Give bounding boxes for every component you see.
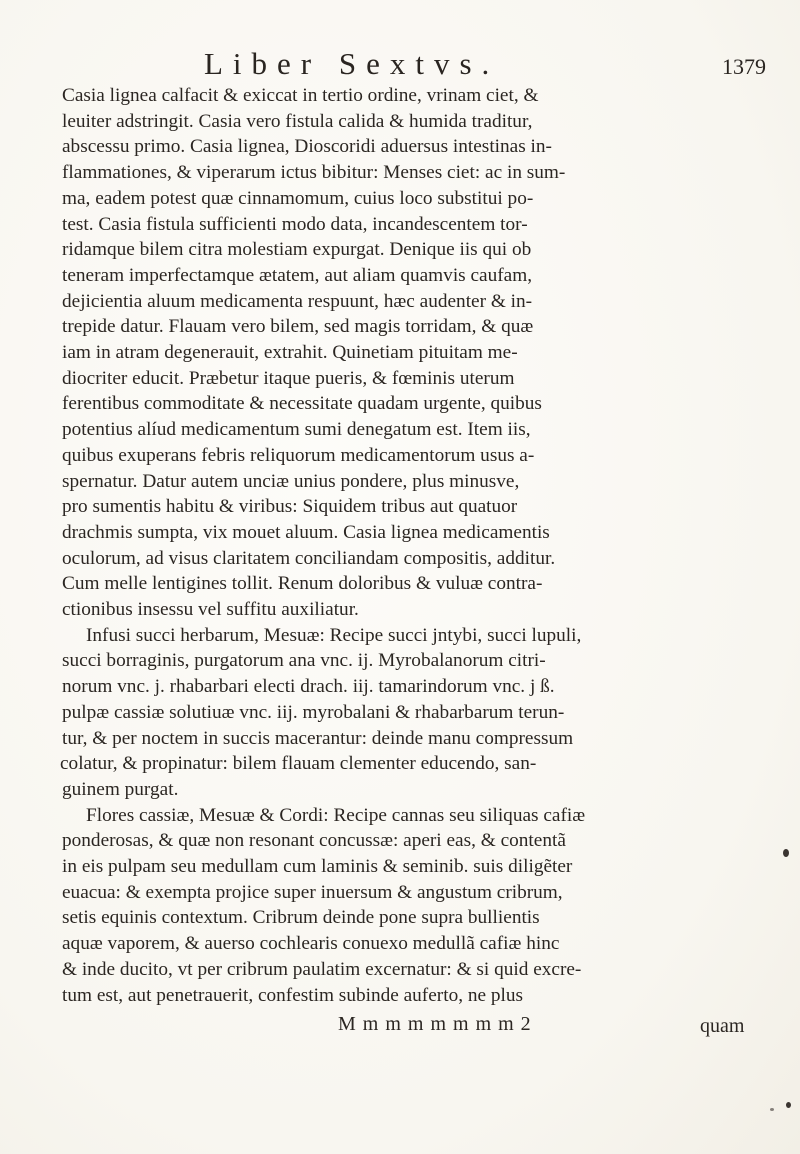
text-line: leuiter adstringit. Casia vero fistula calida & humida traditur, — [62, 110, 533, 132]
text-line: test. Casia fistula sufficienti modo data, incandescentem tor- — [62, 213, 528, 235]
text-line: abscessu primo. Casia lignea, Dioscoridi aduersus intestinas in- — [62, 136, 552, 158]
text-line: Casia lignea calfacit & exiccat in tertio ordine, vrinam ciet, & — [62, 85, 539, 106]
text-line: teneram imperfectamque ætatem, aut aliam quamvis caufam, — [62, 264, 533, 286]
text-line: pulpæ cassiæ solutiuæ vnc. iij. myrobalani & rhabarbarum terun- — [62, 701, 565, 723]
text-line: spernatur. Datur autem unciæ unius pondere, plus minusve, — [62, 470, 520, 492]
ink-spot — [786, 1102, 791, 1108]
catchword: quam — [700, 1015, 745, 1037]
ink-spot — [770, 1108, 774, 1111]
text-line: ridamque bilem citra molestiam expurgat. Denique iis qui ob — [62, 239, 532, 261]
text-line: quibus exuperans febris reliquorum medicamentorum usus a- — [62, 444, 535, 466]
page-number: 1379 — [722, 54, 766, 79]
catchline — [0, 1013, 800, 1043]
text-line: dejicientia aluum medicamenta respuunt, hæc audenter & in- — [62, 290, 533, 312]
text-line: potentius alíud medicamentum sumi denegatum est. Item iis, — [62, 419, 531, 441]
text-line: succi borraginis, purgatorum ana vnc. ij. Myrobalanorum citri- — [62, 650, 546, 672]
running-head — [0, 46, 800, 86]
text-line: colatur, & propinatur: bilem flauam clementer educendo, san- — [60, 753, 537, 775]
signature-mark: M m m m m m m m 2 — [338, 1013, 532, 1035]
text-line: iam in atram degenerauit, extrahit. Quinetiam pituitam me- — [62, 342, 518, 363]
text-line: tum est, aut penetrauerit, confestim subinde auferto, ne plus — [62, 984, 524, 1006]
text-line: norum vnc. j. rhabarbari electi drach. iij. tamarindorum vnc. j ß. — [62, 676, 555, 698]
text-line: ponderosas, & quæ non resonant concussæ: aperi eas, & contentã — [62, 830, 566, 852]
text-line: aquæ vaporem, & auerso cochlearis conuexo medullã cafiæ hinc — [62, 933, 560, 955]
text-line: tur, & per noctem in succis macerantur: deinde manu compressum — [62, 727, 574, 749]
text-line: oculorum, ad visus claritatem conciliandam compositis, additur. — [62, 547, 556, 569]
text-line: ferentibus commoditate & necessitate quadam urgente, quibus — [62, 393, 542, 415]
ink-spot — [783, 849, 789, 857]
text-line: flammationes, & viperarum ictus bibitur: Menses ciet: ac in sum- — [62, 162, 566, 184]
text-line: diocriter educit. Præbetur itaque pueris, & fœminis uterum — [62, 367, 515, 389]
text-line: euacua: & exempta projice super inuersum & angustum cribrum, — [62, 881, 563, 903]
book-title: Liber Sextvs. — [204, 46, 500, 81]
text-line: setis equinis contextum. Cribrum deinde pone supra bullientis — [62, 907, 540, 929]
text-line: guinem purgat. — [62, 778, 179, 800]
text-line: in eis pulpam seu medullam cum laminis & seminib. suis diligẽter — [62, 856, 573, 877]
text-line: Infusi succi herbarum, Mesuæ: Recipe succi jntybi, succi lupuli, — [86, 624, 582, 646]
text-line: ma, eadem potest quæ cinnamomum, cuius loco substitui po- — [62, 187, 534, 209]
text-line: ctionibus insessu vel suffitu auxiliatur. — [62, 599, 359, 620]
text-line: Flores cassiæ, Mesuæ & Cordi: Recipe cannas seu siliquas cafiæ — [86, 804, 586, 826]
text-line: pro sumentis habitu & viribus: Siquidem tribus aut quatuor — [62, 496, 518, 518]
text-line: trepide datur. Flauam vero bilem, sed magis torridam, & quæ — [62, 316, 534, 338]
text-line: drachmis sumpta, vix mouet aluum. Casia lignea medicamentis — [62, 521, 550, 543]
text-line: Cum melle lentigines tollit. Renum doloribus & vuluæ contra- — [62, 573, 543, 595]
text-line: & inde ducito, vt per cribrum paulatim excernatur: & si quid excre- — [62, 958, 582, 980]
